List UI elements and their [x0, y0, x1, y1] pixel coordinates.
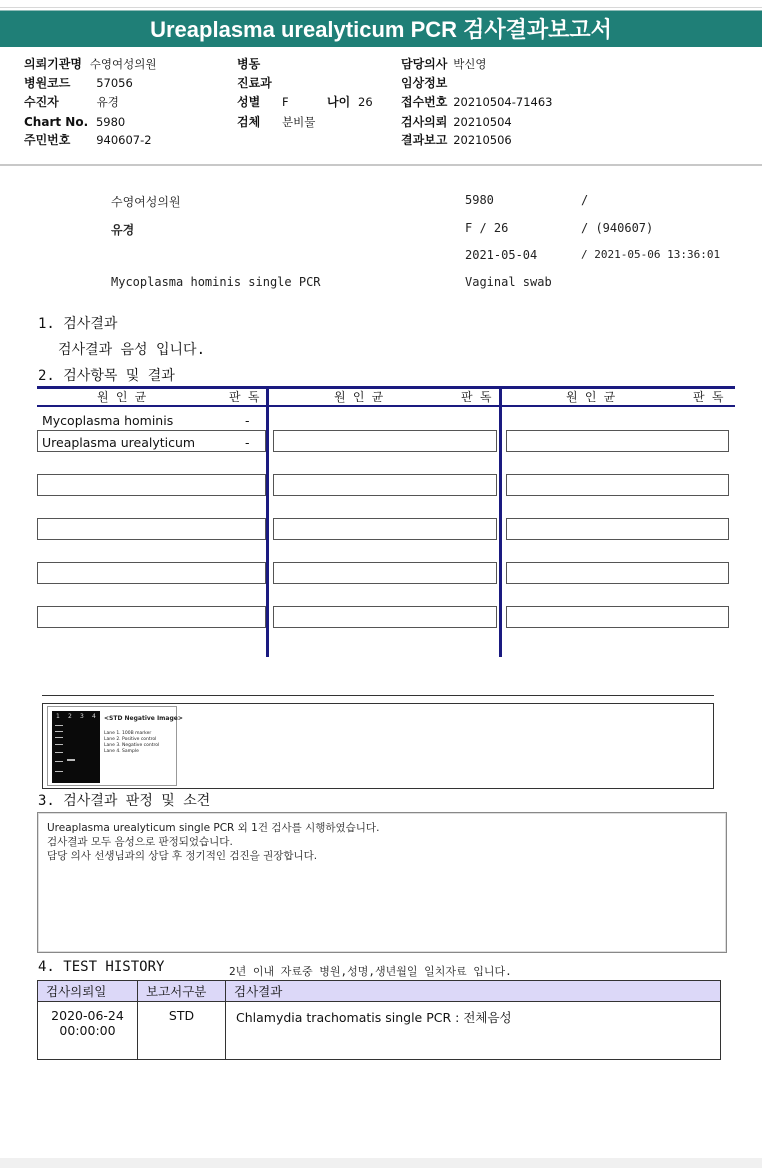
info-chart-no: 5980 [465, 193, 494, 207]
resident-no-label: 주민번호 [24, 133, 71, 147]
marker-band [55, 744, 63, 745]
empty-cell [273, 474, 497, 496]
resident-no-field [24, 133, 152, 147]
row2-result: - [245, 435, 250, 450]
marker-band [55, 725, 63, 726]
history-header-row [38, 981, 721, 1002]
institution-field [24, 57, 156, 71]
row2-col2-cell [273, 430, 497, 452]
empty-cell [37, 518, 266, 540]
lane-number: 3 [80, 713, 84, 720]
marker-band [55, 737, 63, 738]
gel-legend-item: Lane 1. 100B marker [104, 731, 152, 736]
row2-pathogen: Ureaplasma urealyticum [42, 435, 196, 450]
lane-number: 1 [56, 713, 60, 720]
history-date: 2020-06-24 [51, 1008, 124, 1023]
history-table [37, 980, 721, 1060]
row2-col3-cell [506, 430, 729, 452]
request-field [401, 115, 512, 129]
institution-value: 수영여성의원 [89, 57, 157, 71]
gel-legend-item: Lane 4. Sample [104, 749, 139, 754]
empty-cell [37, 474, 266, 496]
age-field [327, 95, 373, 109]
clinical-field [401, 76, 447, 90]
section-1-result: 검사결과 음성 입니다. [58, 342, 206, 358]
col1-result-header: 판 독 [229, 390, 260, 404]
age-value: 26 [358, 95, 373, 109]
empty-cell [273, 606, 497, 628]
receipt-no-label: 접수번호 [401, 95, 448, 109]
row1-result: - [245, 413, 250, 428]
empty-cell [506, 562, 729, 584]
col2-pathogen-header: 원 인 균 [334, 390, 384, 404]
sex-value: F [282, 95, 289, 109]
col3-pathogen-header: 원 인 균 [566, 390, 616, 404]
doctor-label: 담당의사 [401, 57, 448, 71]
clinical-label: 임상정보 [401, 76, 448, 90]
history-date-cell [38, 1002, 138, 1060]
grid-divider-1 [266, 386, 269, 657]
report-title: Ureaplasma urealyticum PCR 검사결과보고서 [0, 10, 762, 47]
info-specimen: Vaginal swab [465, 275, 552, 289]
section-3-title: 3. 검사결과 판정 및 소견 [38, 793, 211, 809]
grid-header-line [37, 405, 735, 407]
doctor-value: 박신영 [453, 57, 487, 71]
positive-band [67, 759, 75, 761]
lane-number: 4 [92, 713, 96, 720]
history-note: 2년 이내 자료중 병원,성명,생년월일 일치자료 입니다. [229, 965, 512, 978]
history-result: Chlamydia trachomatis single PCR : 전체음성 [226, 1002, 721, 1060]
col3-result-header: 판 독 [693, 390, 724, 404]
section-4-title: 4. TEST HISTORY [38, 959, 165, 975]
gel-legend-item: Lane 2. Positive control [104, 737, 157, 742]
report-date-label: 결과보고 [401, 133, 448, 147]
patient-label: 수진자 [24, 95, 59, 109]
info-sex-age: F / 26 [465, 221, 509, 235]
empty-cell [37, 606, 266, 628]
col2-result-header: 판 독 [461, 390, 492, 404]
patient-name: 유경 [111, 223, 135, 237]
dept-field [237, 76, 272, 90]
col1-pathogen-header: 원 인 균 [97, 390, 147, 404]
page-bottom-band [0, 1158, 762, 1168]
empty-cell [506, 606, 729, 628]
hospital-code-field [24, 76, 133, 90]
history-header-type: 보고서구분 [138, 981, 226, 1002]
specimen-field [237, 115, 315, 129]
empty-cell [37, 562, 266, 584]
top-border [0, 0, 762, 8]
marker-band [55, 771, 63, 772]
chart-no-value: 5980 [95, 115, 126, 129]
age-label: 나이 [327, 95, 351, 109]
info-slash: / [581, 193, 589, 207]
empty-cell [273, 518, 497, 540]
gel-image [47, 706, 183, 786]
hospital-code-label: 병원코드 [24, 76, 71, 90]
opinion-line: 검사결과 모두 음성으로 판정되었습니다. [47, 836, 233, 848]
empty-cell [506, 474, 729, 496]
info-request-date: 2021-05-04 [465, 248, 538, 262]
opinion-line: 담당 의사 선생님과의 상담 후 정기적인 검진을 권장합니다. [47, 850, 318, 862]
info-birth: / (940607) [581, 221, 654, 235]
empty-cell [506, 518, 729, 540]
clinic-name: 수영여성의원 [111, 195, 181, 209]
patient-field [24, 95, 119, 109]
lane-number: 2 [68, 713, 72, 720]
grid-divider-2 [499, 386, 502, 657]
gel-caption: <STD Negative Image> [104, 715, 183, 722]
header-divider [0, 164, 762, 166]
section-2-title: 2. 검사항목 및 결과 [38, 368, 175, 384]
receipt-no-field [401, 95, 552, 109]
history-time: 00:00:00 [59, 1023, 116, 1038]
marker-band [55, 761, 63, 762]
gel-legend-item: Lane 3. Negative control [104, 743, 160, 748]
sex-field [237, 95, 289, 109]
history-type: STD [138, 1002, 226, 1060]
opinion-line: Ureaplasma urealyticum single PCR 외 1건 검사를 시행하였습니다. [47, 822, 380, 834]
specimen-value: 분비물 [282, 115, 316, 129]
report-date-value: 20210506 [453, 133, 512, 147]
dept-label: 진료과 [237, 76, 272, 90]
ward-field [237, 57, 260, 71]
hospital-code-value: 57056 [96, 76, 133, 90]
gel-photo [52, 711, 100, 783]
ward-label: 병동 [237, 57, 261, 71]
doctor-field [401, 57, 487, 71]
test-name: Mycoplasma hominis single PCR [111, 275, 321, 289]
row1-pathogen: Mycoplasma hominis [42, 413, 174, 428]
report-date-field [401, 133, 512, 147]
sex-label: 성별 [237, 95, 261, 109]
info-report-datetime: / 2021-05-06 13:36:01 [581, 248, 721, 261]
request-value: 20210504 [453, 115, 512, 129]
receipt-no-value: 20210504-71463 [453, 95, 553, 109]
opinion-box [37, 812, 727, 953]
empty-cell [273, 562, 497, 584]
chart-no-field [24, 115, 125, 129]
table-row [38, 1002, 721, 1060]
marker-band [55, 731, 63, 732]
history-header-result: 검사결과 [226, 981, 721, 1002]
specimen-label: 검체 [237, 115, 261, 129]
history-header-date: 검사의뢰일 [38, 981, 138, 1002]
patient-value: 유경 [96, 95, 119, 109]
marker-band [55, 752, 63, 753]
institution-label: 의뢰기관명 [24, 57, 82, 71]
section-1-title: 1. 검사결과 [38, 316, 118, 332]
chart-no-label: Chart No. [24, 115, 89, 129]
image-box-top-line [42, 695, 714, 696]
resident-no-value: 940607-2 [96, 133, 152, 147]
request-label: 검사의뢰 [401, 115, 448, 129]
